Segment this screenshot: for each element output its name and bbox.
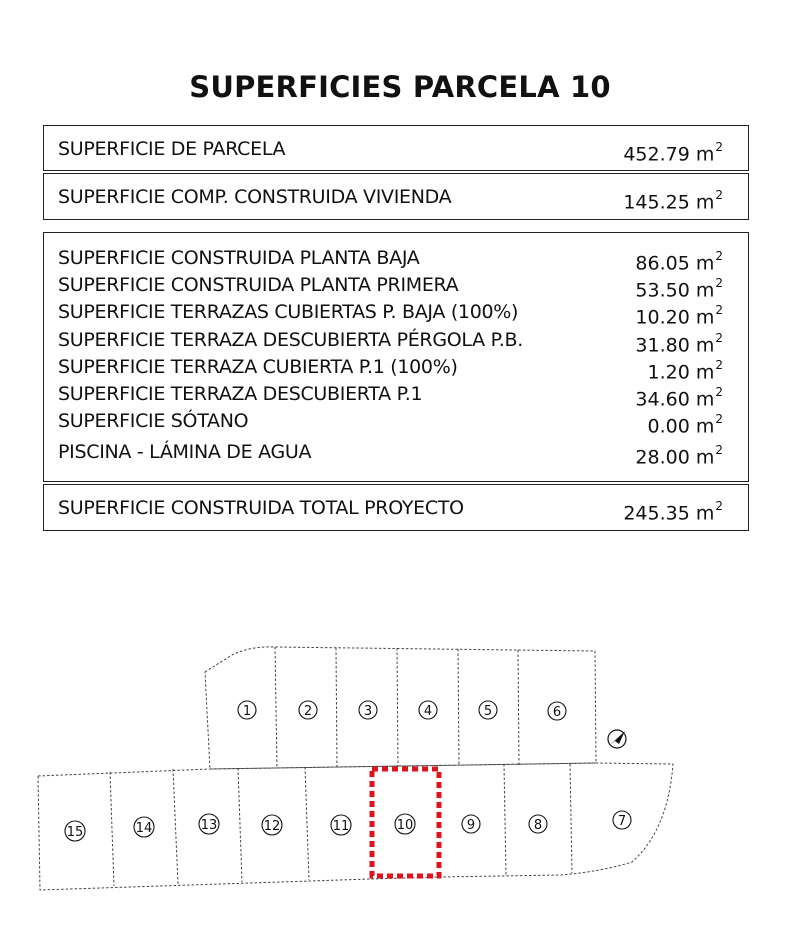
row-label: SUPERFICIE CONSTRUIDA TOTAL PROYECTO <box>58 497 464 519</box>
svg-text:11: 11 <box>332 819 350 834</box>
row-value: 1.20 $m^2$ <box>647 357 723 384</box>
svg-text:6: 6 <box>552 705 562 720</box>
detail-row <box>44 439 748 469</box>
row-value: 452.79 $m^2$ <box>623 140 723 166</box>
row-label: SUPERFICIE TERRAZAS CUBIERTAS P. BAJA (100%) <box>58 301 519 324</box>
row-value: 10.20 $m^2$ <box>635 303 723 329</box>
lot-marker <box>462 815 480 833</box>
row-value: 0.00 $m^2$ <box>647 412 723 438</box>
top-block-outline <box>205 647 596 769</box>
lot-marker <box>134 817 154 837</box>
detail-row <box>44 299 748 329</box>
detail-row <box>44 408 748 438</box>
svg-text:1: 1 <box>242 704 252 719</box>
lot-marker <box>262 815 282 835</box>
plot-area-box <box>43 125 749 171</box>
svg-text:12: 12 <box>263 819 281 834</box>
lot-marker <box>238 701 256 719</box>
detail-row <box>44 354 748 384</box>
lot-marker <box>548 702 566 720</box>
detail-row <box>44 272 748 302</box>
row-value: 86.05 $m^2$ <box>635 249 723 275</box>
row-label: SUPERFICIE TERRAZA DESCUBIERTA P.1 <box>58 382 423 405</box>
lot-marker-highlighted <box>395 814 415 834</box>
row-value: 245.35 $m^2$ <box>623 499 723 525</box>
row-label: SUPERFICIE COMP. CONSTRUIDA VIVIENDA <box>58 186 452 208</box>
row-label: SUPERFICIE DE PARCELA <box>58 138 286 160</box>
row-label: SUPERFICIE TERRAZA DESCUBIERTA PÉRGOLA P.B. <box>58 328 523 351</box>
lot-marker <box>529 815 547 833</box>
row-label: SUPERFICIE CONSTRUIDA PLANTA PRIMERA <box>58 274 459 297</box>
svg-text:10: 10 <box>396 818 414 833</box>
svg-text:9: 9 <box>466 818 476 833</box>
summary-row <box>44 135 748 166</box>
row-label: PISCINA - LÁMINA DE AGUA <box>58 441 312 464</box>
row-label: SUPERFICIE SÓTANO <box>58 410 249 433</box>
row-value: 53.50 $m^2$ <box>635 276 723 302</box>
svg-text:13: 13 <box>200 818 218 833</box>
svg-text:5: 5 <box>483 704 493 719</box>
row-label: SUPERFICIE TERRAZA CUBIERTA P.1 (100%) <box>58 355 458 378</box>
detail-row <box>44 327 748 354</box>
detail-row <box>44 245 748 275</box>
lot-marker <box>65 821 85 841</box>
lot-marker <box>479 701 497 719</box>
built-area-box <box>43 173 749 220</box>
lot-marker <box>331 815 351 835</box>
total-row <box>44 494 748 525</box>
svg-text:7: 7 <box>617 814 627 829</box>
north-arrow-icon <box>608 730 626 748</box>
total-box <box>43 484 749 531</box>
lot-marker <box>359 701 377 719</box>
bottom-block-outline <box>38 763 673 890</box>
lot-marker <box>299 701 317 719</box>
svg-text:2: 2 <box>303 704 313 719</box>
row-value: 34.60 $m^2$ <box>635 384 723 411</box>
lot-marker <box>613 811 631 829</box>
summary-row <box>44 183 748 214</box>
details-box <box>43 232 749 482</box>
row-value: 145.25 $m^2$ <box>623 188 723 214</box>
lot-marker <box>199 814 219 834</box>
detail-row <box>44 381 748 411</box>
row-value: 28.00 $m^2$ <box>635 443 723 469</box>
row-label: SUPERFICIE CONSTRUIDA PLANTA BAJA <box>58 247 420 269</box>
site-plan <box>0 620 800 920</box>
svg-text:14: 14 <box>135 821 153 836</box>
svg-text:8: 8 <box>533 818 543 833</box>
svg-text:3: 3 <box>363 704 373 719</box>
svg-text:4: 4 <box>423 704 433 719</box>
svg-text:15: 15 <box>66 825 84 840</box>
lot-marker <box>419 701 437 719</box>
page-title: SUPERFICIES PARCELA 10 <box>189 70 611 104</box>
row-value: 31.80 $m^2$ <box>635 330 723 356</box>
